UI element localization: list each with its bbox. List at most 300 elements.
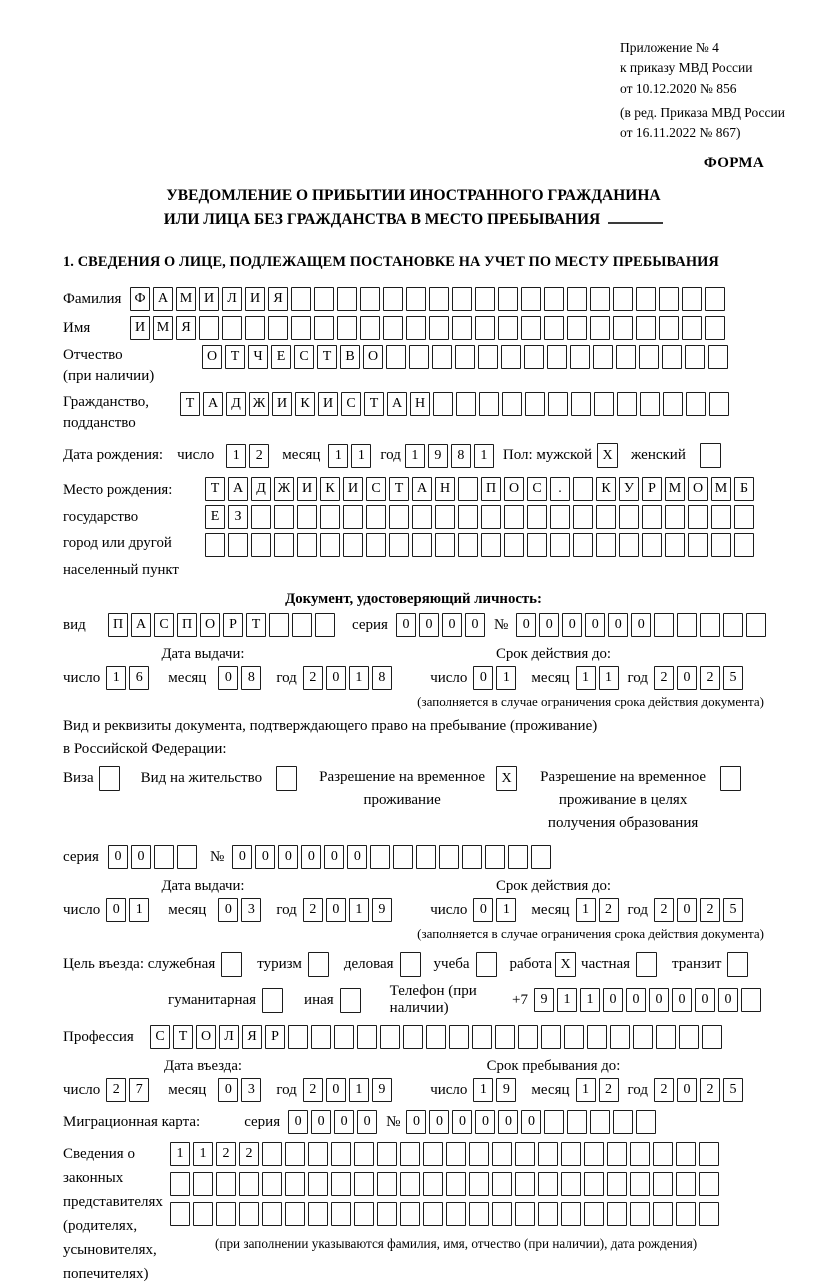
char-cell-empty[interactable]	[550, 533, 570, 557]
char-cell-empty[interactable]	[429, 316, 449, 340]
char-cell-empty[interactable]	[679, 1025, 699, 1049]
char-cell-empty[interactable]	[455, 345, 475, 369]
char-cell-empty[interactable]	[308, 1172, 328, 1196]
char-cell-empty[interactable]	[584, 1172, 604, 1196]
char-cell-empty[interactable]	[613, 1110, 633, 1134]
char-cell-empty[interactable]	[573, 477, 593, 501]
char-cell-filled[interactable]: 0	[521, 1110, 541, 1134]
char-cell-empty[interactable]	[360, 316, 380, 340]
char-cell-filled[interactable]: С	[366, 477, 386, 501]
char-cell-empty[interactable]	[502, 392, 522, 416]
char-cell-empty[interactable]	[478, 345, 498, 369]
char-cell-filled[interactable]: 1	[576, 898, 596, 922]
char-cell-filled[interactable]: 2	[700, 666, 720, 690]
char-cell-empty[interactable]	[458, 533, 478, 557]
char-cell-empty[interactable]	[472, 1025, 492, 1049]
char-cell-empty[interactable]	[515, 1142, 535, 1166]
char-cell-empty[interactable]	[659, 316, 679, 340]
char-cell-filled[interactable]: 1	[576, 1078, 596, 1102]
char-cell-filled[interactable]: И	[199, 287, 219, 311]
char-cell-filled[interactable]: 0	[429, 1110, 449, 1134]
char-cell-empty[interactable]	[653, 1202, 673, 1226]
char-cell-filled[interactable]: 2	[700, 898, 720, 922]
char-cell-filled[interactable]: 2	[654, 1078, 674, 1102]
char-cell-empty[interactable]	[544, 1110, 564, 1134]
char-cell-empty[interactable]	[656, 1025, 676, 1049]
char-cell-filled[interactable]: 2	[599, 898, 619, 922]
char-cell-empty[interactable]	[561, 1202, 581, 1226]
char-cell-filled[interactable]: 0	[218, 1078, 238, 1102]
char-cell-filled[interactable]: Я	[176, 316, 196, 340]
char-cell-filled[interactable]: 0	[677, 1078, 697, 1102]
char-cell-filled[interactable]: 1	[351, 444, 371, 468]
char-cell-empty[interactable]	[607, 1172, 627, 1196]
char-cell-empty[interactable]	[291, 316, 311, 340]
char-cell-empty[interactable]	[630, 1142, 650, 1166]
char-cell-empty[interactable]	[705, 316, 725, 340]
char-cell-empty[interactable]	[561, 1142, 581, 1166]
char-cell-empty[interactable]	[630, 1172, 650, 1196]
char-cell-empty[interactable]	[239, 1172, 259, 1196]
purpose-private-checkbox[interactable]	[636, 952, 657, 977]
char-cell-filled[interactable]: О	[363, 345, 383, 369]
purpose-humanitarian-checkbox[interactable]	[262, 988, 283, 1013]
char-cell-empty[interactable]	[366, 533, 386, 557]
char-cell-filled[interactable]: 1	[473, 1078, 493, 1102]
char-cell-empty[interactable]	[409, 345, 429, 369]
char-cell-empty[interactable]	[682, 287, 702, 311]
char-cell-empty[interactable]	[337, 316, 357, 340]
char-cell-filled[interactable]: 1	[405, 444, 425, 468]
char-cell-empty[interactable]	[524, 345, 544, 369]
char-cell-empty[interactable]	[285, 1172, 305, 1196]
char-cell-empty[interactable]	[705, 287, 725, 311]
char-cell-empty[interactable]	[531, 845, 551, 869]
char-cell-empty[interactable]	[239, 1202, 259, 1226]
char-cell-empty[interactable]	[518, 1025, 538, 1049]
char-cell-filled[interactable]: М	[176, 287, 196, 311]
char-cell-empty[interactable]	[734, 533, 754, 557]
char-cell-filled[interactable]: 0	[695, 988, 715, 1012]
char-cell-empty[interactable]	[746, 613, 766, 637]
char-cell-empty[interactable]	[544, 316, 564, 340]
char-cell-empty[interactable]	[343, 533, 363, 557]
char-cell-empty[interactable]	[709, 392, 729, 416]
char-cell-empty[interactable]	[400, 1202, 420, 1226]
char-cell-filled[interactable]: 2	[303, 898, 323, 922]
char-cell-empty[interactable]	[297, 533, 317, 557]
char-cell-filled[interactable]: 0	[631, 613, 651, 637]
char-cell-empty[interactable]	[682, 316, 702, 340]
char-cell-filled[interactable]: 1	[328, 444, 348, 468]
char-cell-filled[interactable]: 0	[334, 1110, 354, 1134]
char-cell-empty[interactable]	[400, 1142, 420, 1166]
char-cell-filled[interactable]: А	[203, 392, 223, 416]
char-cell-empty[interactable]	[564, 1025, 584, 1049]
char-cell-empty[interactable]	[320, 533, 340, 557]
char-cell-filled[interactable]: 0	[677, 666, 697, 690]
char-cell-filled[interactable]: П	[108, 613, 128, 637]
char-cell-empty[interactable]	[699, 1202, 719, 1226]
char-cell-filled[interactable]: О	[688, 477, 708, 501]
char-cell-empty[interactable]	[423, 1202, 443, 1226]
char-cell-empty[interactable]	[676, 1202, 696, 1226]
char-cell-filled[interactable]: И	[130, 316, 150, 340]
char-cell-filled[interactable]: 1	[106, 666, 126, 690]
char-cell-filled[interactable]: 0	[498, 1110, 518, 1134]
char-cell-empty[interactable]	[636, 316, 656, 340]
char-cell-filled[interactable]: 0	[326, 898, 346, 922]
char-cell-empty[interactable]	[665, 505, 685, 529]
char-cell-empty[interactable]	[504, 505, 524, 529]
char-cell-filled[interactable]: 0	[475, 1110, 495, 1134]
char-cell-filled[interactable]: 2	[239, 1142, 259, 1166]
char-cell-filled[interactable]: 0	[255, 845, 275, 869]
char-cell-empty[interactable]	[377, 1142, 397, 1166]
temp-residence-checkbox[interactable]: X	[496, 766, 517, 791]
char-cell-empty[interactable]	[406, 316, 426, 340]
char-cell-empty[interactable]	[548, 392, 568, 416]
char-cell-empty[interactable]	[308, 1202, 328, 1226]
char-cell-empty[interactable]	[475, 287, 495, 311]
char-cell-filled[interactable]: 0	[326, 1078, 346, 1102]
char-cell-empty[interactable]	[590, 287, 610, 311]
char-cell-empty[interactable]	[334, 1025, 354, 1049]
char-cell-filled[interactable]: 0	[419, 613, 439, 637]
char-cell-empty[interactable]	[662, 345, 682, 369]
char-cell-filled[interactable]: 0	[608, 613, 628, 637]
char-cell-empty[interactable]	[479, 392, 499, 416]
char-cell-filled[interactable]: Н	[410, 392, 430, 416]
char-cell-filled[interactable]: Т	[317, 345, 337, 369]
char-cell-filled[interactable]: 2	[654, 898, 674, 922]
char-cell-empty[interactable]	[360, 287, 380, 311]
char-cell-empty[interactable]	[587, 1025, 607, 1049]
char-cell-filled[interactable]: 9	[534, 988, 554, 1012]
char-cell-empty[interactable]	[354, 1142, 374, 1166]
char-cell-filled[interactable]: 0	[396, 613, 416, 637]
char-cell-empty[interactable]	[314, 316, 334, 340]
char-cell-filled[interactable]: 0	[357, 1110, 377, 1134]
char-cell-filled[interactable]: Д	[226, 392, 246, 416]
char-cell-filled[interactable]: А	[153, 287, 173, 311]
char-cell-empty[interactable]	[630, 1202, 650, 1226]
char-cell-empty[interactable]	[446, 1202, 466, 1226]
char-cell-filled[interactable]: 1	[349, 666, 369, 690]
char-cell-filled[interactable]: Е	[271, 345, 291, 369]
char-cell-filled[interactable]: 1	[170, 1142, 190, 1166]
char-cell-filled[interactable]: 9	[496, 1078, 516, 1102]
purpose-tourism-checkbox[interactable]	[308, 952, 329, 977]
char-cell-filled[interactable]: Т	[173, 1025, 193, 1049]
char-cell-empty[interactable]	[389, 505, 409, 529]
char-cell-empty[interactable]	[337, 287, 357, 311]
char-cell-empty[interactable]	[508, 845, 528, 869]
char-cell-filled[interactable]: О	[200, 613, 220, 637]
char-cell-filled[interactable]: 0	[406, 1110, 426, 1134]
char-cell-empty[interactable]	[377, 1172, 397, 1196]
char-cell-filled[interactable]: Т	[364, 392, 384, 416]
char-cell-empty[interactable]	[702, 1025, 722, 1049]
char-cell-filled[interactable]: Я	[268, 287, 288, 311]
char-cell-filled[interactable]: 9	[372, 898, 392, 922]
char-cell-empty[interactable]	[331, 1172, 351, 1196]
char-cell-filled[interactable]: В	[340, 345, 360, 369]
char-cell-filled[interactable]: 1	[496, 898, 516, 922]
char-cell-empty[interactable]	[216, 1172, 236, 1196]
char-cell-empty[interactable]	[686, 392, 706, 416]
char-cell-filled[interactable]: Б	[734, 477, 754, 501]
char-cell-filled[interactable]: С	[294, 345, 314, 369]
char-cell-empty[interactable]	[708, 345, 728, 369]
sex-female-checkbox[interactable]	[700, 443, 721, 468]
char-cell-filled[interactable]: 8	[241, 666, 261, 690]
sex-male-checkbox[interactable]: X	[597, 443, 618, 468]
char-cell-empty[interactable]	[446, 1172, 466, 1196]
char-cell-empty[interactable]	[584, 1202, 604, 1226]
char-cell-empty[interactable]	[541, 1025, 561, 1049]
char-cell-empty[interactable]	[366, 505, 386, 529]
char-cell-filled[interactable]: Ч	[248, 345, 268, 369]
char-cell-empty[interactable]	[423, 1172, 443, 1196]
char-cell-empty[interactable]	[320, 505, 340, 529]
char-cell-empty[interactable]	[269, 613, 289, 637]
char-cell-empty[interactable]	[412, 505, 432, 529]
char-cell-empty[interactable]	[380, 1025, 400, 1049]
char-cell-filled[interactable]: Л	[222, 287, 242, 311]
char-cell-empty[interactable]	[642, 505, 662, 529]
char-cell-filled[interactable]: 2	[106, 1078, 126, 1102]
char-cell-empty[interactable]	[291, 287, 311, 311]
char-cell-filled[interactable]: З	[228, 505, 248, 529]
char-cell-filled[interactable]: 0	[324, 845, 344, 869]
char-cell-empty[interactable]	[567, 287, 587, 311]
char-cell-empty[interactable]	[567, 316, 587, 340]
char-cell-empty[interactable]	[734, 505, 754, 529]
char-cell-filled[interactable]: О	[504, 477, 524, 501]
char-cell-filled[interactable]: 2	[654, 666, 674, 690]
char-cell-empty[interactable]	[495, 1025, 515, 1049]
char-cell-filled[interactable]: Е	[205, 505, 225, 529]
char-cell-empty[interactable]	[416, 845, 436, 869]
purpose-business-checkbox[interactable]	[400, 952, 421, 977]
char-cell-empty[interactable]	[449, 1025, 469, 1049]
char-cell-filled[interactable]: С	[154, 613, 174, 637]
char-cell-empty[interactable]	[538, 1202, 558, 1226]
char-cell-filled[interactable]: И	[245, 287, 265, 311]
char-cell-filled[interactable]: С	[341, 392, 361, 416]
char-cell-empty[interactable]	[590, 1110, 610, 1134]
char-cell-empty[interactable]	[343, 505, 363, 529]
char-cell-empty[interactable]	[584, 1142, 604, 1166]
char-cell-empty[interactable]	[492, 1202, 512, 1226]
char-cell-filled[interactable]: 0	[473, 898, 493, 922]
char-cell-filled[interactable]: 3	[241, 1078, 261, 1102]
char-cell-empty[interactable]	[515, 1172, 535, 1196]
char-cell-empty[interactable]	[665, 533, 685, 557]
char-cell-empty[interactable]	[492, 1142, 512, 1166]
char-cell-filled[interactable]: 0	[347, 845, 367, 869]
char-cell-empty[interactable]	[639, 345, 659, 369]
char-cell-empty[interactable]	[393, 845, 413, 869]
char-cell-empty[interactable]	[262, 1202, 282, 1226]
char-cell-empty[interactable]	[469, 1172, 489, 1196]
char-cell-empty[interactable]	[636, 1110, 656, 1134]
char-cell-filled[interactable]: 0	[106, 898, 126, 922]
temp-residence-edu-checkbox[interactable]	[720, 766, 741, 791]
char-cell-filled[interactable]: 1	[474, 444, 494, 468]
char-cell-filled[interactable]: С	[527, 477, 547, 501]
char-cell-empty[interactable]	[640, 392, 660, 416]
char-cell-filled[interactable]: 2	[249, 444, 269, 468]
char-cell-empty[interactable]	[619, 533, 639, 557]
char-cell-filled[interactable]: Т	[205, 477, 225, 501]
char-cell-empty[interactable]	[285, 1142, 305, 1166]
char-cell-empty[interactable]	[619, 505, 639, 529]
char-cell-empty[interactable]	[357, 1025, 377, 1049]
char-cell-filled[interactable]: 0	[301, 845, 321, 869]
char-cell-empty[interactable]	[596, 533, 616, 557]
char-cell-empty[interactable]	[469, 1202, 489, 1226]
char-cell-filled[interactable]: Д	[251, 477, 271, 501]
char-cell-filled[interactable]: 0	[326, 666, 346, 690]
char-cell-empty[interactable]	[567, 1110, 587, 1134]
char-cell-empty[interactable]	[170, 1172, 190, 1196]
char-cell-filled[interactable]: У	[619, 477, 639, 501]
char-cell-empty[interactable]	[525, 392, 545, 416]
char-cell-filled[interactable]: 5	[723, 1078, 743, 1102]
char-cell-filled[interactable]: 3	[241, 898, 261, 922]
char-cell-empty[interactable]	[711, 533, 731, 557]
char-cell-filled[interactable]: А	[228, 477, 248, 501]
char-cell-filled[interactable]: 2	[216, 1142, 236, 1166]
char-cell-filled[interactable]: И	[272, 392, 292, 416]
char-cell-empty[interactable]	[521, 316, 541, 340]
char-cell-filled[interactable]: Т	[246, 613, 266, 637]
char-cell-empty[interactable]	[504, 533, 524, 557]
char-cell-filled[interactable]: 2	[303, 1078, 323, 1102]
char-cell-empty[interactable]	[485, 845, 505, 869]
char-cell-empty[interactable]	[594, 392, 614, 416]
char-cell-empty[interactable]	[403, 1025, 423, 1049]
char-cell-empty[interactable]	[462, 845, 482, 869]
char-cell-empty[interactable]	[663, 392, 683, 416]
char-cell-filled[interactable]: К	[596, 477, 616, 501]
char-cell-filled[interactable]: 0	[218, 898, 238, 922]
char-cell-filled[interactable]: 0	[288, 1110, 308, 1134]
char-cell-filled[interactable]: К	[320, 477, 340, 501]
char-cell-empty[interactable]	[469, 1142, 489, 1166]
char-cell-empty[interactable]	[315, 613, 335, 637]
char-cell-filled[interactable]: 0	[603, 988, 623, 1012]
char-cell-empty[interactable]	[222, 316, 242, 340]
char-cell-filled[interactable]: И	[318, 392, 338, 416]
char-cell-filled[interactable]: 0	[562, 613, 582, 637]
char-cell-filled[interactable]: 2	[303, 666, 323, 690]
char-cell-empty[interactable]	[659, 287, 679, 311]
char-cell-empty[interactable]	[297, 505, 317, 529]
char-cell-filled[interactable]: 7	[129, 1078, 149, 1102]
char-cell-empty[interactable]	[613, 316, 633, 340]
char-cell-filled[interactable]: 0	[677, 898, 697, 922]
char-cell-empty[interactable]	[245, 316, 265, 340]
char-cell-filled[interactable]: 6	[129, 666, 149, 690]
char-cell-filled[interactable]: 0	[218, 666, 238, 690]
char-cell-filled[interactable]: .	[550, 477, 570, 501]
char-cell-empty[interactable]	[285, 1202, 305, 1226]
char-cell-filled[interactable]: 0	[452, 1110, 472, 1134]
char-cell-filled[interactable]: А	[412, 477, 432, 501]
char-cell-empty[interactable]	[475, 316, 495, 340]
char-cell-filled[interactable]: 0	[442, 613, 462, 637]
char-cell-filled[interactable]: 5	[723, 666, 743, 690]
char-cell-empty[interactable]	[547, 345, 567, 369]
char-cell-empty[interactable]	[688, 533, 708, 557]
char-cell-filled[interactable]: 1	[557, 988, 577, 1012]
char-cell-empty[interactable]	[633, 1025, 653, 1049]
char-cell-empty[interactable]	[741, 988, 761, 1012]
char-cell-filled[interactable]: 0	[585, 613, 605, 637]
char-cell-filled[interactable]: 0	[718, 988, 738, 1012]
char-cell-empty[interactable]	[274, 533, 294, 557]
char-cell-filled[interactable]: 0	[626, 988, 646, 1012]
char-cell-filled[interactable]: Р	[265, 1025, 285, 1049]
char-cell-empty[interactable]	[377, 1202, 397, 1226]
char-cell-empty[interactable]	[538, 1142, 558, 1166]
char-cell-empty[interactable]	[262, 1172, 282, 1196]
char-cell-empty[interactable]	[458, 505, 478, 529]
char-cell-filled[interactable]: 9	[372, 1078, 392, 1102]
char-cell-empty[interactable]	[193, 1202, 213, 1226]
char-cell-empty[interactable]	[561, 1172, 581, 1196]
char-cell-empty[interactable]	[370, 845, 390, 869]
char-cell-filled[interactable]: 1	[226, 444, 246, 468]
char-cell-empty[interactable]	[527, 505, 547, 529]
char-cell-filled[interactable]: Я	[242, 1025, 262, 1049]
char-cell-empty[interactable]	[308, 1142, 328, 1166]
char-cell-empty[interactable]	[452, 287, 472, 311]
char-cell-filled[interactable]: О	[196, 1025, 216, 1049]
char-cell-empty[interactable]	[590, 316, 610, 340]
char-cell-empty[interactable]	[676, 1172, 696, 1196]
char-cell-filled[interactable]: 1	[599, 666, 619, 690]
char-cell-empty[interactable]	[573, 533, 593, 557]
char-cell-empty[interactable]	[501, 345, 521, 369]
char-cell-filled[interactable]: М	[711, 477, 731, 501]
char-cell-filled[interactable]: Т	[225, 345, 245, 369]
char-cell-empty[interactable]	[481, 505, 501, 529]
char-cell-empty[interactable]	[429, 287, 449, 311]
char-cell-empty[interactable]	[498, 316, 518, 340]
char-cell-empty[interactable]	[311, 1025, 331, 1049]
char-cell-filled[interactable]: 0	[311, 1110, 331, 1134]
char-cell-filled[interactable]: Ж	[274, 477, 294, 501]
char-cell-empty[interactable]	[406, 287, 426, 311]
char-cell-empty[interactable]	[423, 1142, 443, 1166]
char-cell-filled[interactable]: С	[150, 1025, 170, 1049]
char-cell-filled[interactable]: 2	[599, 1078, 619, 1102]
char-cell-empty[interactable]	[331, 1202, 351, 1226]
char-cell-empty[interactable]	[515, 1202, 535, 1226]
char-cell-filled[interactable]: 0	[672, 988, 692, 1012]
char-cell-empty[interactable]	[700, 613, 720, 637]
char-cell-empty[interactable]	[199, 316, 219, 340]
char-cell-empty[interactable]	[596, 505, 616, 529]
char-cell-empty[interactable]	[699, 1142, 719, 1166]
char-cell-empty[interactable]	[711, 505, 731, 529]
char-cell-empty[interactable]	[354, 1202, 374, 1226]
char-cell-empty[interactable]	[314, 287, 334, 311]
